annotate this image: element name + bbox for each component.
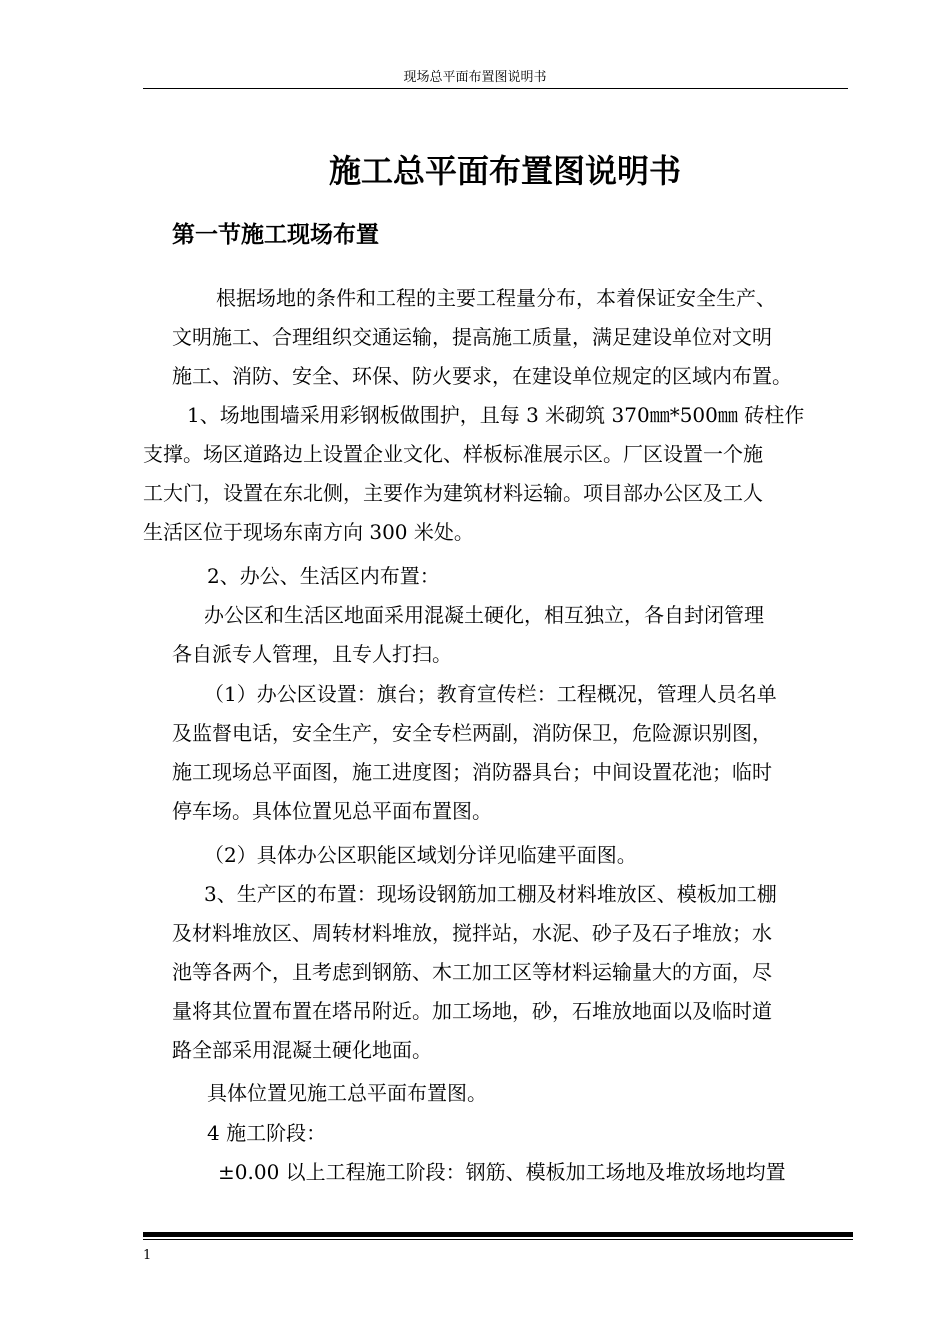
header-rule	[143, 88, 848, 89]
paragraph-line: 量将其位置布置在塔吊附近。加工场地，砂，石堆放地面以及临时道	[172, 999, 772, 1023]
paragraph-line: 及监督电话，安全生产，安全专栏两副，消防保卫，危险源识别图，	[172, 721, 772, 745]
paragraph-line: 3、生产区的布置：现场设钢筋加工棚及材料堆放区、模板加工棚	[204, 882, 777, 906]
paragraph-office-ground	[172, 596, 764, 674]
paragraph-line: 施工现场总平面图，施工进度图；消防器具台；中间设置花池；临时	[172, 760, 772, 784]
footer-rule	[143, 1232, 853, 1237]
paragraph-line: 施工、消防、安全、环保、防火要求，在建设单位规定的区域内布置。	[172, 364, 792, 388]
paragraph-line: 1、场地围墙采用彩钢板做围护，且每 3 米砌筑 370㎜*500㎜ 砖柱作	[187, 403, 805, 427]
paragraph-line: 路全部采用混凝土硬化地面。	[172, 1038, 432, 1062]
paragraph-line: ±0.00 以上工程施工阶段：钢筋、模板加工场地及堆放场地均置	[218, 1160, 786, 1184]
paragraph-production-area	[172, 875, 777, 1070]
paragraph-line: 具体位置见施工总平面布置图。	[207, 1081, 487, 1105]
paragraph-line: （1）办公区设置：旗台；教育宣传栏：工程概况，管理人员名单	[204, 682, 777, 706]
paragraph-enclosure	[143, 396, 804, 552]
paragraph-line: 生活区位于现场东南方向 300 米处。	[143, 520, 474, 544]
paragraph-line: 工大门，设置在东北侧，主要作为建筑材料运输。项目部办公区及工人	[143, 481, 763, 505]
paragraph-line: 办公区和生活区地面采用混凝土硬化，相互独立，各自封闭管理	[204, 603, 764, 627]
section-heading: 第一节施工现场布置	[172, 221, 379, 248]
paragraph-line: 4 施工阶段：	[207, 1121, 327, 1145]
paragraph-line: 文明施工、合理组织交通运输，提高施工质量，满足建设单位对文明	[172, 325, 772, 349]
paragraph-line: 支撑。场区道路边上设置企业文化、样板标准展示区。厂区设置一个施	[143, 442, 763, 466]
paragraph-line: 池等各两个，且考虑到钢筋、木工加工区等材料运输量大的方面，尽	[172, 960, 772, 984]
paragraph-office-setup	[172, 675, 777, 831]
paragraph-line: 停车场。具体位置见总平面布置图。	[172, 799, 492, 823]
paragraph-intro	[172, 279, 792, 396]
paragraph-construction-stage	[207, 1114, 326, 1153]
footer-rule-thin	[143, 1239, 853, 1240]
paragraph-above-ground-stage	[218, 1153, 786, 1192]
paragraph-line: （2）具体办公区职能区域划分详见临建平面图。	[204, 843, 637, 867]
paragraph-line: 各自派专人管理，且专人打扫。	[172, 642, 452, 666]
paragraph-line: 2、办公、生活区内布置：	[207, 564, 440, 588]
paragraph-line: 根据场地的条件和工程的主要工程量分布，本着保证安全生产、	[216, 286, 776, 310]
document-title: 施工总平面布置图说明书	[328, 152, 681, 190]
paragraph-office-area	[207, 557, 440, 596]
paragraph-line: 及材料堆放区、周转材料堆放，搅拌站，水泥、砂子及石子堆放；水	[172, 921, 772, 945]
running-header: 现场总平面布置图说明书	[403, 70, 547, 85]
page-number: 1	[143, 1248, 152, 1263]
paragraph-see-layout	[207, 1074, 487, 1113]
paragraph-office-zoning	[204, 836, 637, 875]
